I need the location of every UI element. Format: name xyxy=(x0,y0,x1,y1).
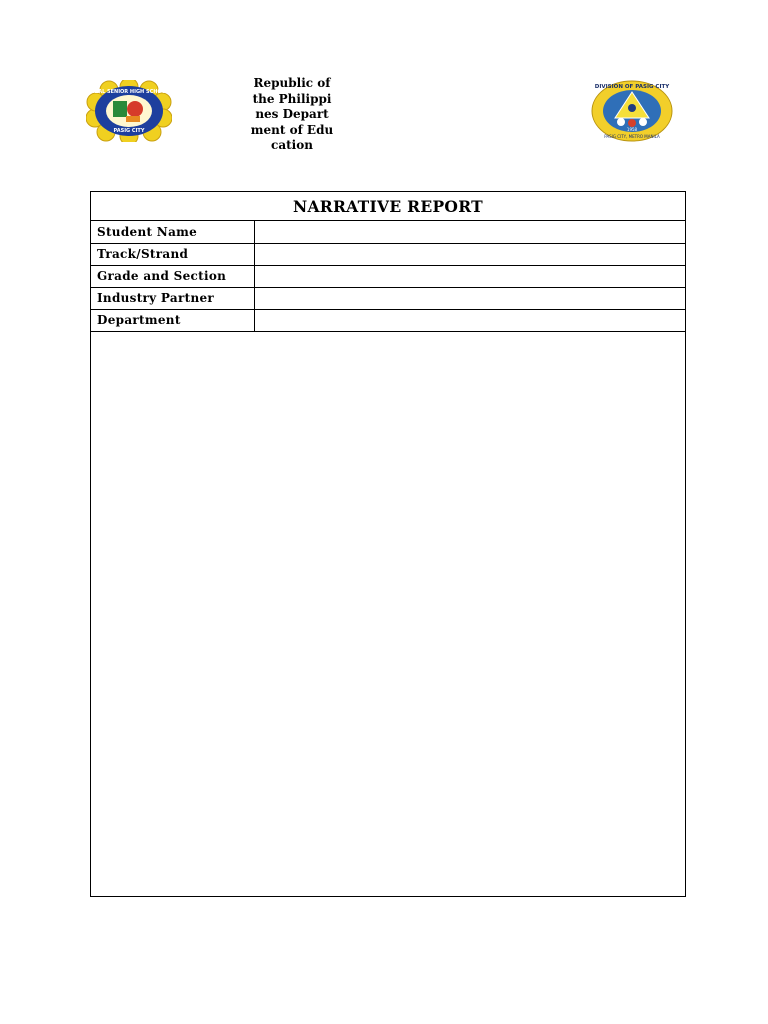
industry-partner-label: Industry Partner xyxy=(91,287,254,309)
school-seal-icon xyxy=(86,80,172,142)
narrative-report-form xyxy=(90,191,686,897)
industry-partner-field[interactable] xyxy=(254,287,685,309)
division-seal-icon xyxy=(590,80,674,142)
student-name-field[interactable] xyxy=(254,221,685,243)
department-field[interactable] xyxy=(254,309,685,331)
school-seal-ring-text: RIZAL SENIOR HIGH SCHOOL xyxy=(88,89,170,95)
narrative-text-area[interactable] xyxy=(91,332,685,894)
table-row xyxy=(91,265,685,287)
student-name-label: Student Name xyxy=(91,221,254,243)
track-strand-field[interactable] xyxy=(254,243,685,265)
table-row xyxy=(91,243,685,265)
table-row xyxy=(91,287,685,309)
table-row xyxy=(91,221,685,243)
header-agency-text: Republic of the Philippines Department of Education xyxy=(250,76,334,153)
report-title: NARRATIVE REPORT xyxy=(91,192,685,221)
table-row xyxy=(91,309,685,331)
grade-section-label: Grade and Section xyxy=(91,265,254,287)
division-seal-bottom-text: PASIG CITY, METRO MANILA xyxy=(604,134,660,139)
department-label: Department xyxy=(91,309,254,331)
school-seal-bottom-text: PASIG CITY xyxy=(113,128,145,134)
track-strand-label: Track/Strand xyxy=(91,243,254,265)
division-seal-year: 1958 xyxy=(626,127,638,132)
student-info-table xyxy=(91,221,685,332)
grade-section-field[interactable] xyxy=(254,265,685,287)
division-seal-ring-text: DIVISION OF PASIG CITY xyxy=(594,84,670,90)
